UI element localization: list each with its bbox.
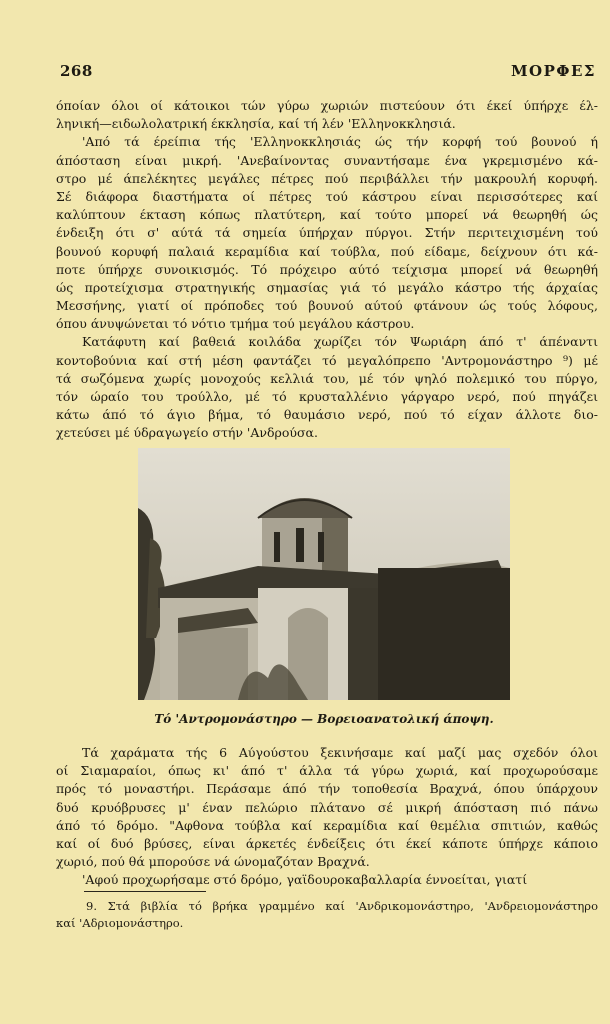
text-line: καλύπτουν έκταση κόπως πλατύτερη, καί τούτο μπορεί νά θεωρηθή ώς [56,207,598,223]
monastery-photo-drawing [138,448,510,700]
footnote [56,898,598,932]
text-line: Σέ διάφορα διαστήματα οί πέτρες τού κάστρου είναι περισσότερες καί [56,188,598,204]
footnote-line: καί 'Αδριομονάστηρο. [56,916,184,930]
text-line: στρο μέ άπελέκητες μεγάλες πέτρες πού περιβάλλει τήν μακρουλή κορυφή. [56,170,598,186]
footnote-rule [84,891,206,892]
text-line: Μεσσήνης, γιατί οί πρόποδες τού βουνού αύτού φτάνουν ώς τούς λόφους, [56,298,598,314]
text-line: Κατάφυτη καί βαθειά κοιλάδα χωρίζει τόν Ψωριάρη άπό τ' άπέναντι [82,334,598,350]
text-line: κάτω άπό τό άγιο βήμα, τό θαυμάσιο νερό, πού τό είχαν άλλοτε διο- [56,407,598,423]
text-line: ώς προτείχισμα στρατηγικής σημασίας γιά τό μεγάλο κάστρο τής άρχαίας [56,279,598,295]
text-line: όποίαν όλοι οί κάτοικοι τών γύρω χωριών πιστεύουν ότι έκεί ύπήρχε έλ- [56,98,598,113]
text-line: δυό κρυόβρυσες μ' έναν πελώριο πλάτανο σέ μικρή άπόσταση πιό πάνω [56,799,598,815]
monastery-photo [138,448,510,700]
text-line: κοντοβούνια καί στή μέση φαντάζει τό μεγαλόπρεπο 'Αντρομονάστηρο ⁹) μέ [56,352,598,368]
text-line: άπόσταση είναι μικρή. 'Ανεβαίνοντας συναντήσαμε ένα γκρεμισμένο κά- [56,152,598,168]
text-line: τά σωζόμενα χωρίς μονοχούς κελλιά του, μέ τόν ψηλό πολεμικό του πύργο, [56,370,598,386]
photo-caption: Τό 'Αντρομονάστηρο — Βορειοανατολική άποψη. [154,712,494,726]
text-line: πρός τό μοναστήρι. Περάσαμε άπό τήν τοποθεσία Βραχνά, όπου ύπάρχουν [56,781,598,797]
text-line: καί οί δυό βρύσες, είναι άρκετές ένδείξεις ότι έκεί κάποτε ύπήρχε κάποιο [56,835,598,851]
body-text-bottom [56,744,598,890]
text-line: ποτε ύπήρχε συνοικισμός. Τό πρόχειρο αύτό τείχισμα μπορεί νά θεωρηθή [56,261,598,277]
text-line: οί Σιαμαραίοι, όπως κι' άπό τ' άλλα τά γύρω χωριά, καί προχωρούσαμε [56,763,598,779]
page-header [60,62,596,82]
page-number: 268 [60,62,93,80]
text-line: όπου άνυψώνεται τό νότιο τμήμα τού μεγάλου κάστρου. [56,316,415,332]
text-line: τόν ώραίο του τρούλλο, μέ τό κρυσταλλένιο γάργαρο νερό, πού πηγάζει [56,389,598,404]
footnote-line: 9. Στά βιβλία τό βρήκα γραμμένο καί 'Ανδρικομονάστηρο, 'Ανδρειομονάστηρο [86,899,598,913]
running-head: ΜΟΡΦΕΣ [510,62,596,80]
text-line: χωριό, πού θά μπορούσε νά ώνομαζόταν Βραχνά. [56,854,370,870]
text-line: άπό τό δρόμο. "Αφθονα τούβλα καί κεραμίδια καί θεμέλια σπιτιών, καθώς [56,817,598,833]
text-line: Τά χαράματα τής 6 Αύγούστου ξεκινήσαμε καί μαζί μας σχεδόν όλοι [82,745,598,760]
text-line: ένδειξη ότι σ' αύτά τά σημεία ύπήρχαν πύργοι. Στήν περιτειχισμένη τού [56,225,598,241]
text-line: 'Από τά έρείπια τής 'Ελληνοκκλησιάς ώς τήν κορφή τού βουνού ή [82,134,598,150]
text-line: βουνού κορυφή παλαιά κεραμίδια καί τούβλα, πού είδαμε, δείχνουν ότι κά- [56,243,598,259]
text-line: χετεύσει μέ ύδραγωγείο στήν 'Ανδρούσα. [56,425,318,441]
text-line: 'Αφού προχωρήσαμε στό δρόμο, γαϊδουροκαβαλλαρία έννοείται, γιατί [82,872,528,888]
body-text-top [56,97,598,443]
text-line: ληνική—ειδωλολατρική έκκλησία, καί τή λέν 'Ελληνοκκλησιά. [56,116,456,132]
